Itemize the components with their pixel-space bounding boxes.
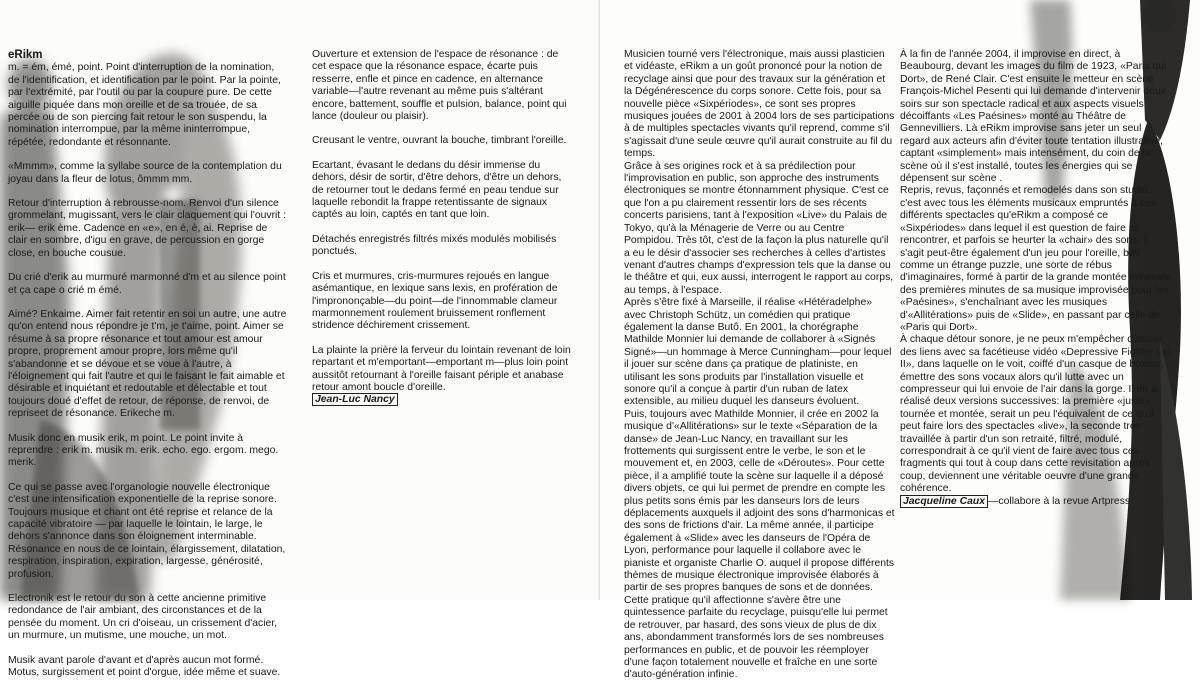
essay-paragraph: Puis, toujours avec Mathilde Monnier, il crée en 2002 la musique d'«Allitérations» sur le texte «Séparation de la danse» de Jean-Luc Nancy, en travaillant sur les frottements qui surgissent entre le verbe, le son et le mouvement et, en 2003, celle de «Déroutes». Pour cette pièce, il a amplifié toute la scène sur laquelle il a déposé divers objets, ce qui lui permet de prendre en compte les plus petits sons émis par les danseurs lors de leurs déplacements auxquels il adjoint des sons d'harmonicas et des sons de frictions d'air. La même année, il participe également à «Slide» avec les danseurs de l'Opéra de Lyon, performance pour laquelle il collabore avec le pianiste et organiste Charlie O. auquel il propose différents thèmes de musique électronique improvisée élaborés à partir de ses propres banques de sons et de données. Cette pratique qu'il affectionne s'avère être une quintessence parfaite du recyclage, puisqu'elle lui permet de retrouver, par hasard, des sons vieux de plus de dix ans, abondamment transformés lors de ses nombreuses performances en public, et de pouvoir les réemployer d'une façon totalement nouvelle et fraîche en une sorte d'auto-génération infinie.: [624, 408, 895, 681]
essay-column-4: [900, 49, 1172, 508]
left-page: [0, 0, 600, 679]
essay-paragraph: Electronik est le retour du son à cette ancienne primitive redondance de l'air ambiant, des circonstances et de la pensée du moment. Un cri d'oiseau, un crissement d'acier, un murmure, un mutisme, une mouche, un mot.: [8, 593, 278, 642]
essay-paragraph: Musik donc en musik erik, m point. Le point invite à reprendre : erik m. musik m. erik. echo. ego. ergom. mego. merik.: [8, 432, 279, 469]
author-affiliation: —collabore à la revue Artpress: [988, 495, 1131, 507]
right-page: [600, 0, 1200, 681]
essay-paragraph: À la fin de l'année 2004, il improvise en direct, à Beaubourg, devant les images du film de 1923, «Paris qui Dort», de René Clair. C'est ensuite le metteur en scène François-Michel Pesenti qui lui demande d'intervenir deux soirs sur son spectacle radical et aux aspects visuels décoiffants «Les Paésines» monté au Théâtre de Gennevilliers. Là eRikm improvise sans jeter un seul regard aux acteurs afin d'éviter toute tentation illustrative, captant «simplement» mais intensément, du coin de la scène où il s'est installé, toutes les énergies qui se dépensent sur scène .: [900, 49, 1167, 185]
essay-paragraph: m. = ém, émé, point. Point d'interruption de la nomination, de l'identification, et identification par le point. Par la pointe, par l'extrémité, par l'outil ou par la coupure pure. De cette aiguille piquée dans mon oreille et de sa trouée, de sa percée ou de son piercing fait retour le son suspendu, la nomination interrompue, par la même ininterrompue, répétée, redondante et résonnante.: [8, 62, 281, 148]
essay-paragraph: Détachés enregistrés filtrés mixés modulés mobilisés ponctués.: [312, 233, 557, 258]
essay-paragraph: Ouverture et extension de l'espace de résonance : de cet espace que la résonance espace, écarte puis resserre, enfle et pince en cadence, en alternance variable—l'autre revenant au même puis s'altérant encore, battement, souffle et pulsion, balance, point qui lance (douleur ou plaisir).: [312, 49, 567, 123]
essay-paragraph: Aimé? Enkaime. Aimer fait retentir en soi un autre, une autre qu'on entend nous répondre je t'm, je t'aime, point. Aimer se résume à sa propre résonance et tout amour est amour propre, proprement amour propre, lors même qu'il s'abandonne et se dévoue et se voue à l'autre, à l'éloignement qui fait l'autre et qui le faisant le fait aimable et désirable et inquiétant et redoutable et délectable et tout toujours doué d'effet de retour, de réponse, de renvoi, de repriseet de résonance. Erikeche m.: [8, 308, 287, 420]
artist-heading: eRikm: [8, 49, 43, 61]
essay-paragraph: La plainte la prière la ferveur du lointain revenant de loin repartant et m'emportant—emportant m—plus loin point aussitôt retournant à l'oreille faisant périple et anabase retour amont boucle d'oreille.: [312, 344, 571, 393]
author-credit: [900, 496, 1172, 508]
essay-paragraph: Ecartant, évasant le dedans du désir immense du dehors, désir de sortir, d'être dehors, d'être un dehors, de retourner tout le dedans fermé en peau tendue sur laquelle rebondit la frappe retentissante de signaux captés au loin, captés en tant que loin.: [312, 159, 562, 221]
essay-column-3: [624, 49, 896, 682]
essay-paragraph: Cris et murmures, cris-murmures rejoués en langue asémantique, en lexique sans lexis, en profération de l'imprononçable—du point—de l'innommable clameur marmonnement roulement bruissement ronflement stridence déchirement crissement.: [312, 270, 558, 332]
essay-column-1: [8, 49, 288, 691]
essay-paragraph: Grâce à ses origines rock et à sa prédilection pour l'improvisation en public, son approche des instruments électroniques se montre étonnamment physique. C'est ce que l'on a pu clairement ressentir lors de ses récents concerts parisiens, tant à l'exposition «Live» du Palais de Tokyo, qu'à la Ménagerie de Verre ou au Centre Pompidou. Très tôt, c'est de la façon la plus naturelle qu'il a eu le désir d'associer ses recherches à celles d'artistes venant d'autres champs d'expression tels que la danse ou le théâtre et qui, eux aussi, interrogent le rapport au corps, au temps, à l'espace.: [624, 160, 894, 296]
author-signature: Jean-Luc Nancy: [312, 393, 398, 406]
author-signature: Jacqueline Caux: [900, 495, 988, 508]
essay-paragraph: Après s'être fixé à Marseille, il réalise «Hétéradelphe» avec Christoph Schütz, un comédien qui pratique également la danse Butô. En 2001, la chorégraphe Mathilde Monnier lui demande de collaborer à «Signés Signé»—un hommage à Merce Cunningham—pour lequel il jouer sur scène dans ça pratique de platiniste, en utilisant les sons produits par l'installation visuelle et sonore qu'il a conçue à partir d'un ruban de latex extensible, au milieu duquel les danseurs évoluent.: [624, 297, 892, 408]
essay-paragraph: À chaque détour sonore, je ne peux m'empêcher d'établir des liens avec sa facétieuse vidéo «Depressive Fighter I et II», dans laquelle on le voit, coiffé d'un casque de boxeur, émettre des sons vocaux alors qu'il lutte avec un compresseur qui lui envoie de l'air dans la gorge. Il en a réalisé deux versions successives: la première «juste» tournée et montée, serait un peu l'équivalent de ce qu'il peut faire lors des spectacles «live», la seconde très travaillée à partir d'un son retraité, filtré, modulé, correspondrait à ce qu'il vient de faire avec tous ces fragments qui tout à coup dans cette revisitation après coup, deviennent une véritable oeuvre d'une grande cohérence.: [900, 334, 1171, 495]
essay-column-2: [312, 49, 574, 407]
essay-paragraph: Creusant le ventre, ouvrant la bouche, timbrant l'oreille.: [312, 135, 567, 147]
essay-paragraph: Musik avant parole d'avant et d'après aucun mot formé. Motus, surgissement et point d'orgue, idée même et suave.: [8, 654, 281, 679]
essay-paragraph: Du crié d'erik au murmuré marmonné d'm et au silence point et ça cape o crié m émé.: [8, 272, 286, 296]
essay-paragraph: «Mmmm», comme la syllabe source de la contemplation du joyau dans la fleur de lotus, ômmm mm.: [8, 161, 282, 185]
essay-paragraph: Musicien tourné vers l'électronique, mais aussi plasticien et vidéaste, eRikm a un goût prononcé pour la notion de recyclage ainsi que pour des travaux sur la génération et la Dégénérescence du corps sonore. Cette fois, pour sa nouvelle pièce «Sixpériodes», ce sont ses propres musiques jouées de 2001 à 2004 lors de ses participations à de multiples spectacles vivants qu'il reprend, comme s'il s'agissait d'une seule œuvre qu'il aurait construite au fil du temps.: [624, 49, 895, 160]
essay-paragraph: Repris, revus, façonnés et remodelés dans son studio, c'est avec tous les éléments musicaux empruntés à ces différents spectacles qu'eRikm a composé ce «Sixpériodes» dans lequel il est question de faire se rencontrer, et parfois se heurter la «chair» des sons. Il s'agit peut-être également d'un jeu pour l'oreille, bâti comme un étrange puzzle, une sorte de rébus d'imaginaires, formé à partir de la grande montée minimale des premières minutes de sa musique improvisée pour les «Paésines», s'enchaînant avec les musiques d'«Allitérations» puis de «Slide», en passant par celle de «Paris qui Dort».: [900, 185, 1172, 333]
essay-paragraph: Retour d'interruption à rebrousse-nom. Renvoi d'un silence grommelant, mugissant, vers le clair claquement qui l'ouvrit : erik— erik ème. Cadence en «e», en é, è, ai. Reprise de clair en sombre, d'igu en grave, de percussion en gorge close, en bouche cousue.: [8, 198, 287, 259]
essay-paragraph: Ce qui se passe avec l'organologie nouvelle électronique c'est une intensification exponentielle de la reprise sonore. Toujours musique et chant ont été reprise et relance de la capacité vibratoire — par laquelle le lointain, le large, le dehors s'annonce dans son éloignement interminable. Résonance en nous de ce lointain, élargissement, dilatation, respiration, inspiration, expiration, largesse, générosité, profusion.: [8, 481, 286, 580]
